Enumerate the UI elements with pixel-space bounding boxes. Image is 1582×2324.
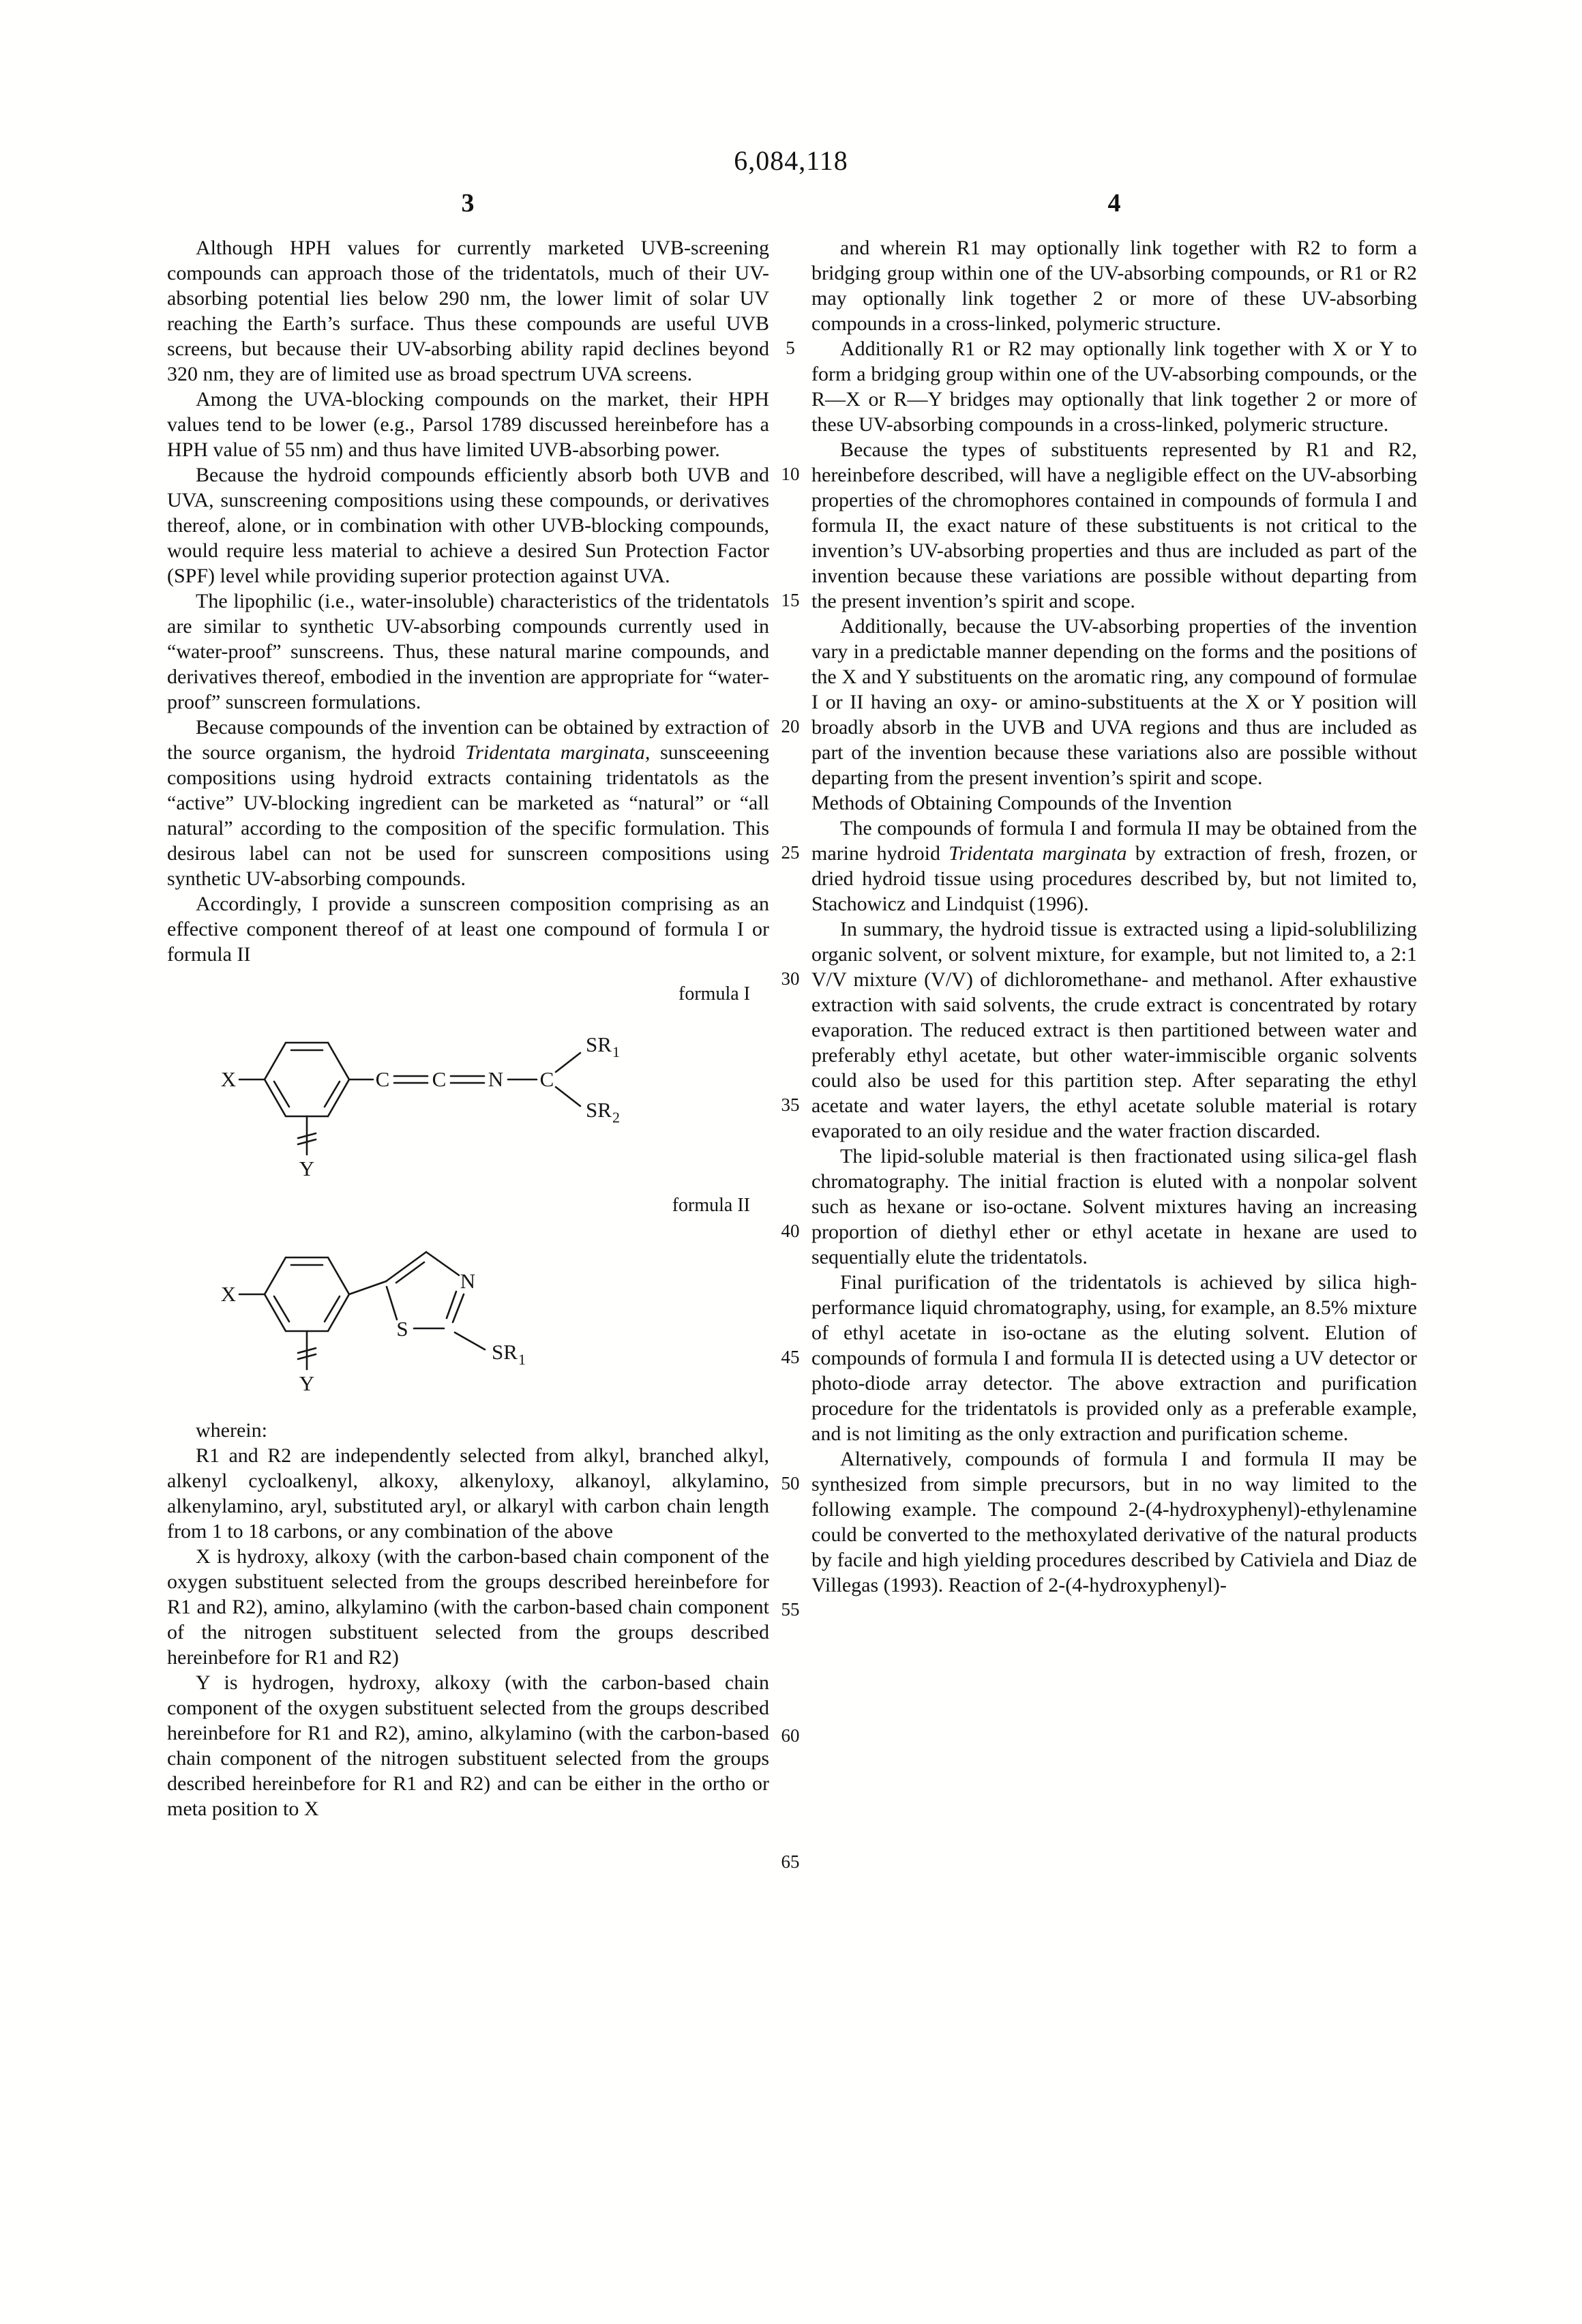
- paragraph-right-5-text: The compounds of formula I and formula II may be obtained from the marine hydroid: [811, 817, 1417, 865]
- species-name-italic: Tridentata marginata,: [465, 741, 651, 764]
- wherein-line: wherein:: [196, 1419, 267, 1442]
- two-column-layout: [167, 235, 1417, 1872]
- x-substituent: [221, 1282, 265, 1306]
- atom-n-label: N: [488, 1067, 504, 1091]
- line-number-20: 20: [781, 716, 800, 736]
- line-number-40: 40: [781, 1221, 800, 1241]
- sr1-subscript: 1: [518, 1351, 526, 1368]
- formula-i-label: formula I: [678, 983, 750, 1004]
- benzene-ring: [265, 1257, 349, 1331]
- paragraph-right-1: and wherein R1 may optionally link together with R2 to form a bridging group within one of the UV-absorbing compounds, or R1 or R2 may optionally link together 2 or more of these UV-absorbing compounds in a cross-linked, polymeric structure.: [811, 237, 1417, 335]
- sr2-subscript: 2: [612, 1109, 620, 1126]
- line-number-25: 25: [781, 842, 800, 863]
- formula-i-block: [167, 982, 769, 1178]
- atom-c3-label: C: [539, 1067, 554, 1091]
- paragraph-left-9: Y is hydrogen, hydroxy, alkoxy (with the carbon-based chain component of the oxygen substituent selected from the groups described hereinbefore for R1 and R2), amino, alkylamino (with the carbon-based chain component of the nitrogen substituent selected from the groups described hereinbefore for R1 and R2) and can be either in the ortho or meta position to X: [167, 1671, 769, 1820]
- column-number-left: 3: [461, 189, 475, 218]
- paragraph-left-3: Because the hydroid compounds efficiently absorb both UVB and UVA, sunscreening compositions using these compounds, or derivatives thereof, alone, or in combination with other UVB-blocking compounds, would require less material to achieve a desired Sun Protection Factor (SPF) level while providing superior protection against UVA.: [167, 464, 769, 587]
- line-number-gutter: [769, 235, 811, 1872]
- paragraph-left-4: The lipophilic (i.e., water-insoluble) characteristics of the tridentatols are similar to synthetic UV-absorbing compounds currently used in “water-proof” sunscreens. Thus, these natural marine compounds, and derivatives thereof, embodied in the invention are appropriate for “water-proof” sunscreen formulations.: [167, 590, 769, 713]
- paragraph-left-5-text: Because compounds of the invention can be obtained by extraction of the source organism, the hydroid: [167, 716, 769, 764]
- sr1-label: SR: [586, 1032, 612, 1056]
- sr1-group: [556, 1032, 620, 1072]
- formula-ii-structure: [167, 1219, 672, 1400]
- line-number-65: 65: [781, 1851, 800, 1872]
- line-number-55: 55: [781, 1599, 800, 1620]
- paragraph-left-5-text-cont: sunsceeening compositions using hydroid extracts containing tridentatols as the “active” UV-blocking ingredient can be marketed as “natural” or “all natural” according to the composition of the specific formulation. This desirous label can not be used for sunscreen compositions using synthetic UV-absorbing compounds.: [167, 741, 770, 890]
- ketenimine-chain: [349, 1067, 554, 1091]
- atom-x-label: X: [220, 1067, 237, 1091]
- sr2-label: SR: [586, 1098, 612, 1122]
- line-number-10: 10: [781, 464, 800, 484]
- section-heading-methods: Methods of Obtaining Compounds of the Invention: [811, 792, 1232, 814]
- atom-c2-label: C: [432, 1067, 447, 1091]
- x-substituent: [221, 1067, 265, 1091]
- paragraph-left-7: R1 and R2 are independently selected from alkyl, branched alkyl, alkenyl cycloalkenyl, alkoxy, alkenyloxy, alkanoyl, alkylamino, alkenylamino, aryl, substituted aryl, or alkaryl with carbon chain length from 1 to 18 carbons, or any combination of the above: [167, 1444, 769, 1543]
- atom-y-label: Y: [299, 1371, 315, 1395]
- atom-n-label: N: [460, 1269, 476, 1293]
- paragraph-left-1: Although HPH values for currently marketed UVB-screening compounds can approach those of the tridentatols, much of their UV-absorbing potential lies below 290 nm, the lower limit of solar UV reaching the Earth’s surface. Thus these compounds are useful UVB screens, but because their UV-absorbing ability rapid declines beyond 320 nm, they are of limited use as broad spectrum UVA screens.: [167, 237, 769, 385]
- paragraph-left-8: X is hydroxy, alkoxy (with the carbon-based chain component of the oxygen substituent selected from the groups described hereinbefore for R1 and R2), amino, alkylamino (with the carbon-based chain component of the nitrogen substituent selected from the groups described hereinbefore for R1 and R2): [167, 1545, 769, 1669]
- sr2-group: [556, 1087, 620, 1126]
- paragraph-right-2: Additionally R1 or R2 may optionally link together with X or Y to form a bridging group within one of the UV-absorbing compounds, or the R—X or R—Y bridges may optionally that link together 2 or more of these UV-absorbing compounds in a cross-linked, polymeric structure.: [811, 338, 1417, 436]
- paragraph-right-9: Alternatively, compounds of formula I and formula II may be synthesized from simple precursors, but in no way limited to the following example. The compound 2-(4-hydroxyphenyl)-ethylenamine could be converted to the methoxylated derivative of the natural products by facile and high yielding procedures described by Cativiela and Diaz de Villegas (1993). Reaction of 2-(4-hydroxyphenyl)-: [811, 1448, 1417, 1596]
- paragraph-right-4: Additionally, because the UV-absorbing properties of the invention vary in a predictable manner depending on the forms and the positions of the X and Y substituents on the aromatic ring, any compound of formulae I or II having an oxy- or amino-substituents at the X or Y position will broadly absorb in the UVB and UVA regions and thus are included as part of the invention because these variations also are possible without departing from the present invention’s spirit and scope.: [811, 615, 1417, 789]
- line-number-5: 5: [786, 338, 795, 358]
- sr1-group: [455, 1332, 526, 1368]
- formula-ii-block: [167, 1193, 769, 1400]
- atom-y-label: Y: [299, 1157, 315, 1178]
- formula-i-structure: [167, 1008, 672, 1178]
- paragraph-right-3: Because the types of substituents represented by R1 and R2, hereinbefore described, will have a negligible effect on the UV-absorbing properties of the chromophores contained in compounds of formula I and formula II, the exact nature of these substituents is not critical to the invention’s UV-absorbing properties and thus are included as part of the invention because these variations are possible without departing from the present invention’s spirit and scope.: [811, 438, 1417, 612]
- paragraph-right-7: The lipid-soluble material is then fractionated using silica-gel flash chromatography. The initial fraction is eluted with a nonpolar solvent such as hexane or iso-octane. Solvent mixtures having an increasing proportion of diethyl ether or ethyl acetate in hexane are used to sequentially elute the tridentatols.: [811, 1145, 1417, 1268]
- line-number-60: 60: [781, 1725, 800, 1746]
- atom-c1-label: C: [375, 1067, 390, 1091]
- patent-number: 6,084,118: [734, 145, 848, 176]
- paragraph-right-8: Final purification of the tridentatols is achieved by silica high-performance liquid chromatography, using, for example, an 8.5% mixture of ethyl acetate in iso-octane as the eluting solvent. Elution of compounds of formula I and formula II is detected using a UV detector or photo-diode array detector. The above extraction and purification procedure for the tridentatols is provided only as a preferable example, and is not limiting as the only extraction and purification scheme.: [811, 1271, 1417, 1445]
- paragraph-left-6: Accordingly, I provide a sunscreen composition comprising as an effective component thereof of at least one compound of formula I or formula II: [167, 893, 769, 966]
- line-number-35: 35: [781, 1094, 800, 1115]
- left-column: [167, 235, 769, 1821]
- atom-s-label: S: [396, 1317, 408, 1341]
- line-number-45: 45: [781, 1347, 800, 1367]
- sr1-subscript: 1: [612, 1043, 620, 1060]
- line-number-50: 50: [781, 1473, 800, 1493]
- paragraph-right-6: In summary, the hydroid tissue is extracted using a lipid-solublilizing organic solvent, or solvent mixture, for example, but not limited to, a 2:1 V/V mixture (V/V) of dichloromethane- and methanol. After exhaustive extraction with said solvents, the crude extract is concentrated by rotary evaporation. The reduced extract is then partitioned between water and preferably ethyl acetate, but other water-immiscible organic solvents could also be used for this partition step. After separating the ethyl acetate and water layers, the ethyl acetate soluble material is rotary evaporated to an oily residue and the water fraction discarded.: [811, 918, 1417, 1142]
- formula-ii-label: formula II: [672, 1195, 750, 1216]
- species-name-italic: Tridentata marginata: [949, 842, 1127, 865]
- y-substituent: [298, 1331, 316, 1395]
- paragraph-right-5-text-cont: by extraction of fresh, frozen, or dried hydroid tissue using procedures described by, but not limited to, Stachowicz and Lindquist (1996).: [811, 842, 1417, 915]
- column-number-right: 4: [1107, 189, 1121, 218]
- paragraph-left-5: [167, 715, 769, 891]
- thiazole-ring: [349, 1252, 475, 1341]
- y-substituent: [298, 1116, 316, 1178]
- paragraph-left-2: Among the UVA-blocking compounds on the market, their HPH values tend to be lower (e.g., Parsol 1789 discussed hereinbefore has a HPH value of 55 nm) and thus have limited UVB-absorbing power.: [167, 388, 769, 461]
- paragraph-right-5: [811, 816, 1417, 917]
- sr1-label: SR: [492, 1340, 518, 1364]
- line-number-30: 30: [781, 968, 800, 989]
- line-number-15: 15: [781, 590, 800, 610]
- benzene-ring: [265, 1043, 349, 1116]
- right-column: [811, 235, 1417, 1821]
- atom-x-label: X: [220, 1282, 237, 1306]
